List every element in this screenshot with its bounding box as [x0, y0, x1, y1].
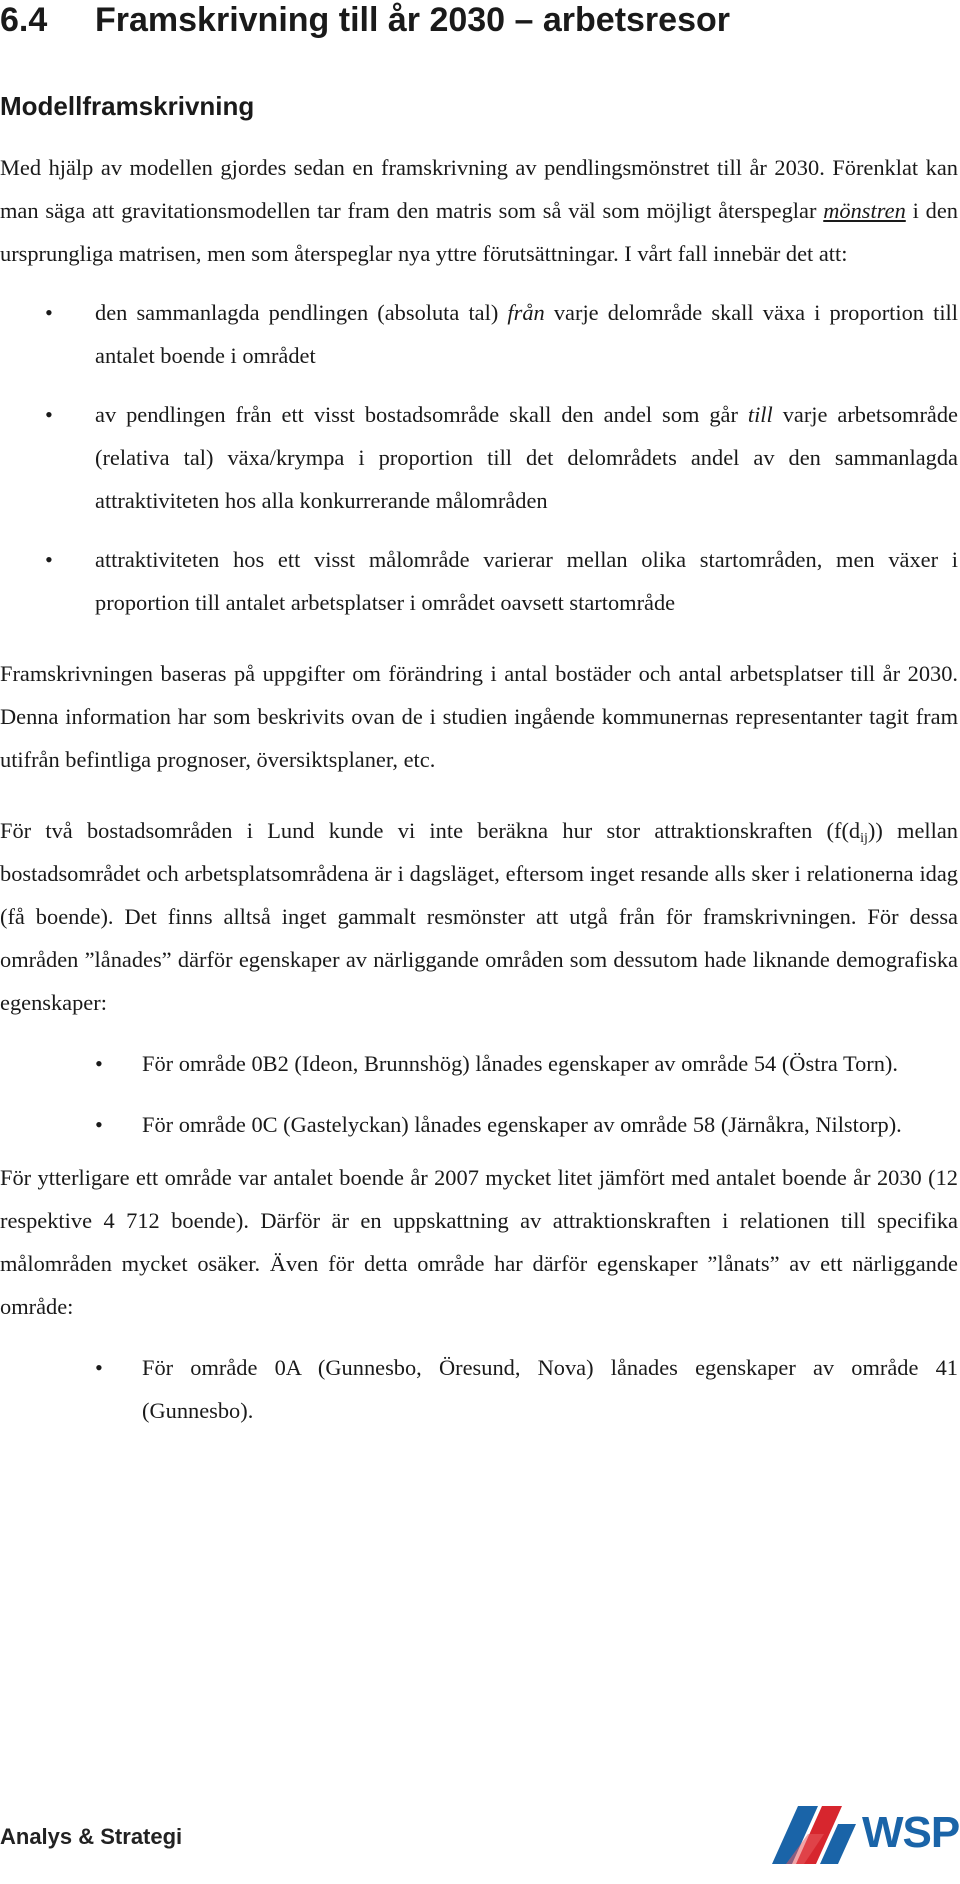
- paragraph-2: Framskrivningen baseras på uppgifter om förändring i antal bostäder och antal arbetsplatser till år 2030. Denna information har som beskrivits ovan de i studien ingående kommunernas representanter tagit fram utifrån befintliga prognoser, översiktsplaner, etc.: [0, 661, 958, 772]
- bullet-icon: •: [45, 402, 53, 427]
- emphasis-monstren: mönstren: [823, 198, 906, 223]
- paragraph-3: För två bostadsområden i Lund kunde vi inte beräkna hur stor attraktionskraften $(f(d_{ij}))$ mellan bostadsområdet och arbetsplatsområdena är i dagsläget, eftersom inget resande alls sker i relationerna idag (få boende). Det finns alltså inget gammalt resmönster att utgå från för framskrivningen. För dessa områden ”lånades” därför egenskaper av närliggande områden som dessutom hade liknande demografiska egenskaper:: [0, 818, 958, 1015]
- list-item: • För område 0C (Gastelyckan) lånades egenskaper av område 58 (Järnåkra, Nilstorp).: [0, 1103, 958, 1146]
- bullet-icon: •: [95, 1112, 103, 1137]
- list-item: • den sammanlagda pendlingen (absoluta tal) från varje delområde skall växa i proportion till antalet boende i området: [0, 291, 958, 377]
- bullet-icon: •: [95, 1051, 103, 1076]
- body-text: [0, 146, 958, 1432]
- list-item: • För område 0B2 (Ideon, Brunnshög) lånades egenskaper av område 54 (Östra Torn).: [0, 1042, 958, 1085]
- list-item: • För område 0A (Gunnesbo, Öresund, Nova) lånades egenskaper av område 41 (Gunnesbo).: [0, 1346, 958, 1432]
- bullet-list-1: [0, 291, 958, 624]
- bullet-list-3: [0, 1346, 958, 1432]
- section-number: 6.4: [0, 1, 48, 39]
- bullet-icon: •: [45, 547, 53, 572]
- bullet-list-2: [0, 1042, 958, 1146]
- list-item: • av pendlingen från ett visst bostadsområde skall den andel som går till varje arbetsområde (relativa tal) växa/krympa i proportion till det delområdets andel av den sammanlagda attraktiviteten hos alla konkurrerande målområden: [0, 393, 958, 522]
- subheading: Modellframskrivning: [0, 91, 255, 121]
- paragraph-1: Med hjälp av modellen gjordes sedan en framskrivning av pendlingsmönstret till år 2030. Förenklat kan man säga att gravitationsmodellen tar fram den matris som så väl som möjligt återspeglar mönstren i den ursprungliga matrisen, men som återspeglar nya yttre förutsättningar. I vårt fall innebär det att:: [0, 155, 958, 266]
- bullet-icon: •: [95, 1355, 103, 1380]
- bullet-icon: •: [45, 300, 53, 325]
- paragraph-4: För ytterligare ett område var antalet boende år 2007 mycket litet jämfört med antalet boende år 2030 (12 respektive 4 712 boende). Därför är en uppskattning av attraktionskraften i relationen till specifika målområden mycket osäker. Även för detta område har därför egenskaper ”lånats” av ett närliggande område:: [0, 1165, 958, 1319]
- section-title: Framskrivning till år 2030 – arbetsresor: [95, 1, 730, 39]
- footer-org: Analys & Strategi: [0, 1824, 183, 1849]
- section-heading: [0, 0, 730, 40]
- logo-text: WSP: [862, 1808, 960, 1857]
- list-item: • attraktiviteten hos ett visst målområde varierar mellan olika startområden, men växer i proportion till antalet arbetsplatser i området oavsett startområde: [0, 538, 958, 624]
